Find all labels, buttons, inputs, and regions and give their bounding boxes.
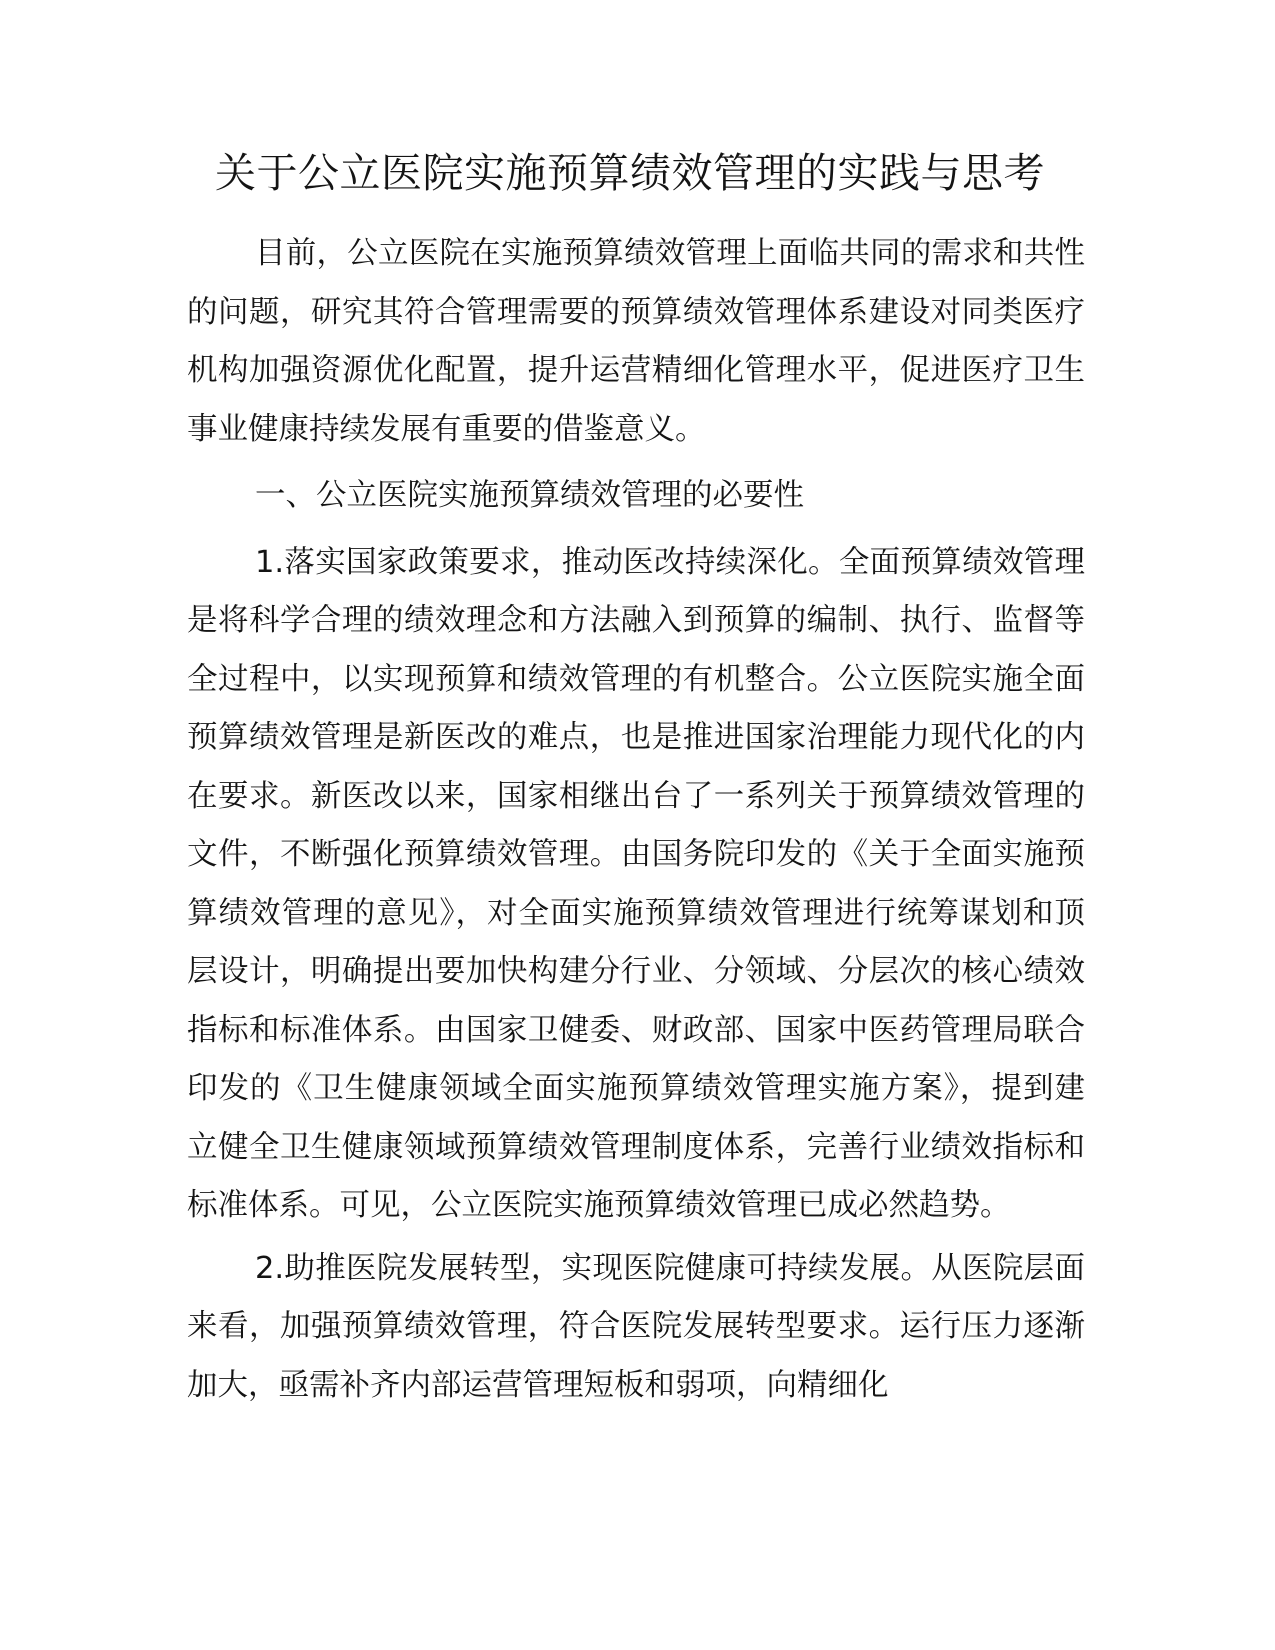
point-2-paragraph: 2.助推医院发展转型，实现医院健康可持续发展。从医院层面来看，加强预算绩效管理，符合医院发展转型要求。运行压力逐渐加大，亟需补齐内部运营管理短板和弱项，向精细化 (187, 1250, 1085, 1403)
section-heading: 一、公立医院实施预算绩效管理的必要性 (255, 478, 804, 513)
intro-paragraph: 目前，公立医院在实施预算绩效管理上面临共同的需求和共性的问题，研究其符合管理需要的预算绩效管理体系建设对同类医疗机构加强资源优化配置，提升运营精细化管理水平，促进医疗卫生事业健康持续发展有重要的借鉴意义。 (187, 236, 1085, 447)
document-title: 关于公立医院实施预算绩效管理的实践与思考 (215, 149, 1045, 197)
spacer (187, 459, 1085, 463)
document-body (187, 225, 1085, 1415)
point-1-paragraph: 1.落实国家政策要求，推动医改持续深化。全面预算绩效管理是将科学合理的绩效理念和方法融入到预算的编制、执行、监督等全过程中，以实现预算和绩效管理的有机整合。公立医院实施全面预算绩效管理是新医改的难点，也是推进国家治理能力现代化的内在要求。新医改以来，国家相继出台了一系列关于预算绩效管理的文件，不断强化预算绩效管理。由国务院印发的《关于全面实施预算绩效管理的意见》，对全面实施预算绩效管理进行统筹谋划和顶层设计，明确提出要加快构建分行业、分领域、分层次的核心绩效指标和标准体系。由国家卫健委、财政部、国家中医药管理局联合印发的《卫生健康领域全面实施预算绩效管理实施方案》，提到建立健全卫生健康领域预算绩效管理制度体系，完善行业绩效指标和标准体系。可见，公立医院实施预算绩效管理已成必然趋势。 (187, 544, 1085, 1223)
